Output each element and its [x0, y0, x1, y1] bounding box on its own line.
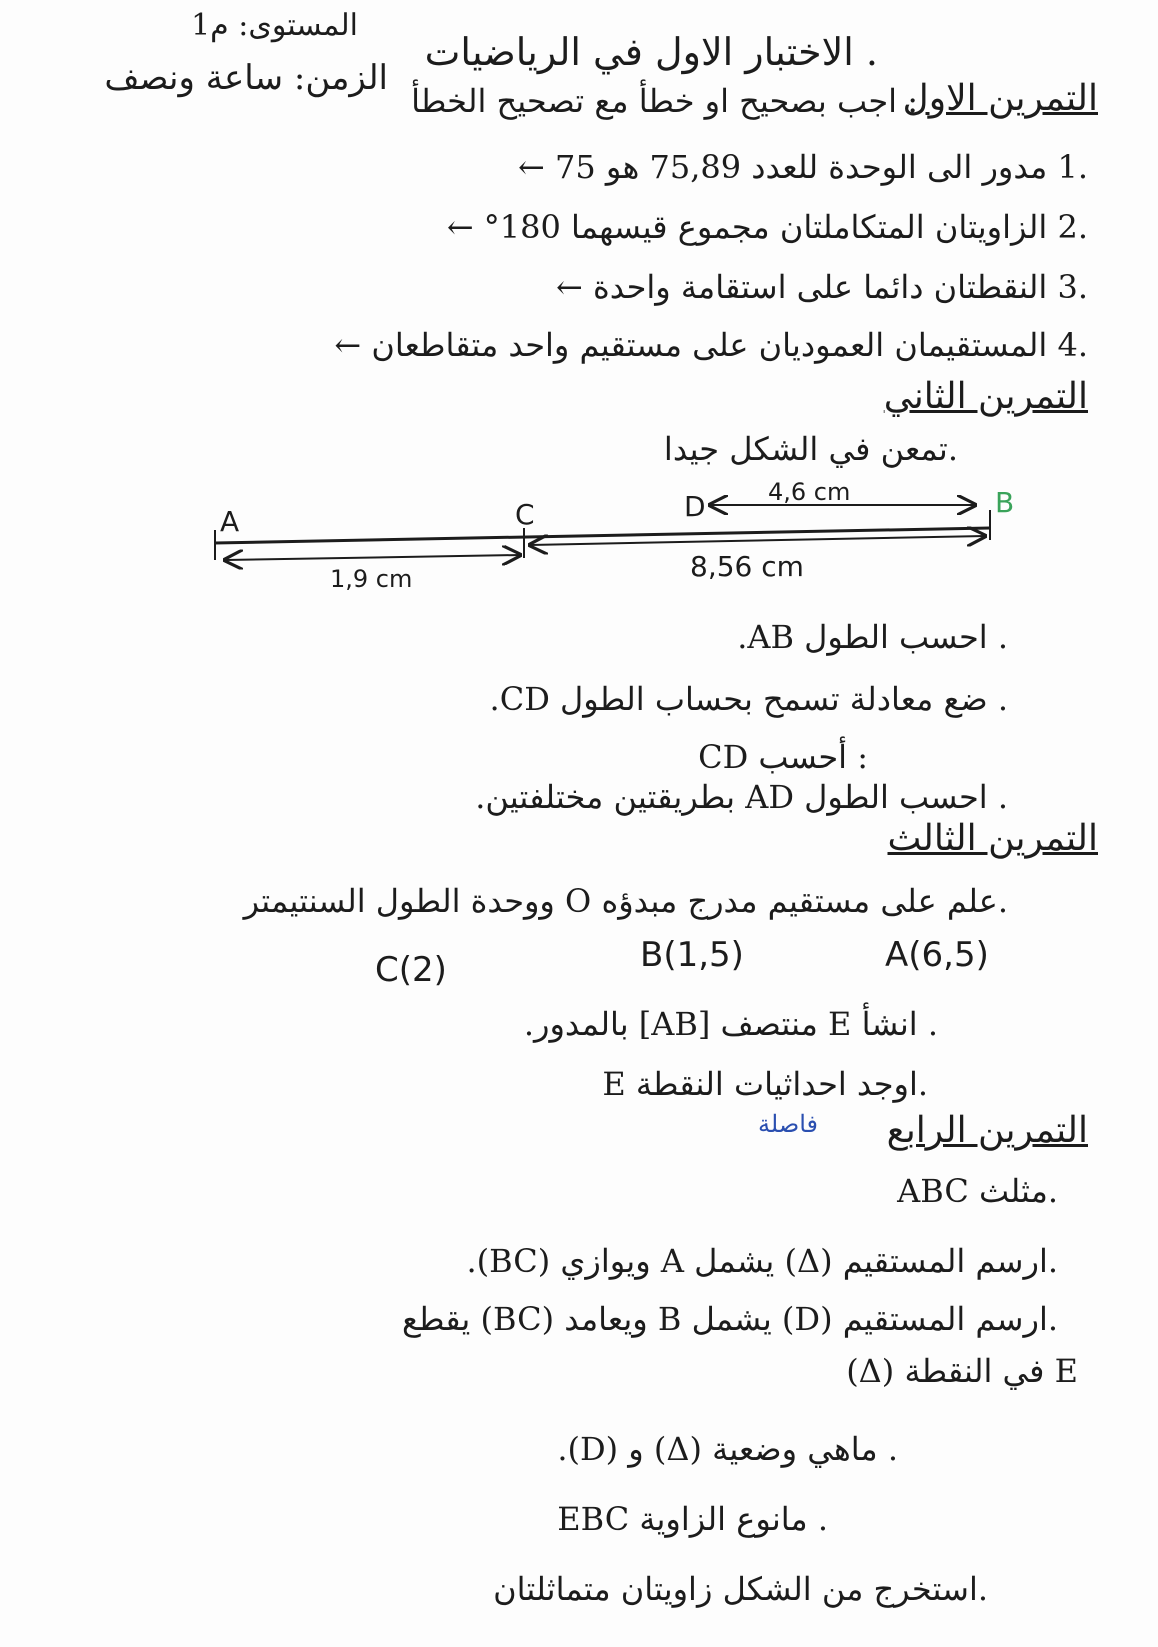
- ex4-heading: التمرين الرابع: [886, 1110, 1088, 1151]
- length-DB-label: 4,6 cm: [768, 478, 851, 506]
- ex1-heading: التمرين الاول: [902, 78, 1098, 119]
- point-C-label: C: [515, 498, 535, 531]
- ex3-statement: .علم على مستقيم مدرج مبدؤه O ووحدة الطول السنتيمتر: [243, 882, 1008, 920]
- exam-title: . الاختبار الاول في الرياضيات: [424, 30, 878, 74]
- ex2-task-3: : أحسب CD: [698, 738, 868, 776]
- ex3-task-1: . انشأ E منتصف [AB] بالمدور.: [523, 1005, 938, 1043]
- ex3-point-C: C(2): [375, 950, 447, 990]
- ex4-task-5: . مانوع الزاوية EBC: [557, 1500, 828, 1538]
- ex2-task-4: . احسب الطول AD بطريقتين مختلفتين.: [475, 778, 1008, 816]
- arrow-CB: [530, 536, 985, 545]
- ex4-task-1: .ارسم المستقيم (Δ) يشمل A ويوازي (BC).: [466, 1242, 1058, 1280]
- ex3-point-B: B(1,5): [640, 935, 744, 975]
- ex4-statement: .مثلث ABC: [897, 1172, 1058, 1210]
- ex2-task-1: . احسب الطول AB.: [737, 618, 1008, 656]
- point-B-label: B: [995, 486, 1015, 519]
- ex3-heading: التمرين الثالث: [887, 818, 1098, 859]
- ex4-task-4: . ماهي وضعية (Δ) و (D).: [557, 1430, 898, 1468]
- length-CB-label: 8,56 cm: [690, 550, 804, 583]
- ex3-point-A: A(6,5): [885, 935, 989, 975]
- ex4-task-6: .استخرج من الشكل زاويتان متماثلتان: [493, 1570, 988, 1608]
- ex1-item-4: .4 المستقيمان العموديان على مستقيم واحد متقاطعان ←: [334, 326, 1088, 364]
- segment-AB: [215, 528, 990, 543]
- ex2-intro: .تمعن في الشكل جيدا: [663, 430, 958, 468]
- ex1-instruction: : اجب بصحيح او خطأ مع تصحيح الخطأ: [411, 82, 918, 120]
- ex1-item-1: .1 مدور الى الوحدة للعدد 75,89 هو 75 ←: [518, 148, 1088, 186]
- point-D-label: D: [684, 490, 706, 523]
- arrow-AC: [225, 555, 520, 560]
- ex1-item-3: .3 النقطتان دائما على استقامة واحدة ←: [556, 268, 1088, 306]
- time-label: الزمن: ساعة ونصف: [104, 58, 388, 98]
- ex1-item-2: .2 الزاويتان المتكاملتان مجموع قيسهما 180° ←: [446, 208, 1088, 246]
- ex2-heading: التمرين الثاني: [883, 376, 1088, 417]
- point-A-label: A: [220, 505, 240, 538]
- ex3-task-2: .اوجد احداثيات النقطة E: [602, 1065, 928, 1103]
- level-label: المستوى: م1: [191, 8, 358, 43]
- ex4-task-2: .ارسم المستقيم (D) يشمل B ويعامد (BC) يقطع: [401, 1300, 1058, 1338]
- ex3-correction-note: فاصلة: [758, 1110, 818, 1138]
- ex4-task-3: (Δ) في النقطة E: [846, 1352, 1078, 1390]
- ex2-task-2: . ضع معادلة تسمح بحساب الطول CD.: [489, 680, 1008, 718]
- length-AC-label: 1,9 cm: [330, 565, 413, 593]
